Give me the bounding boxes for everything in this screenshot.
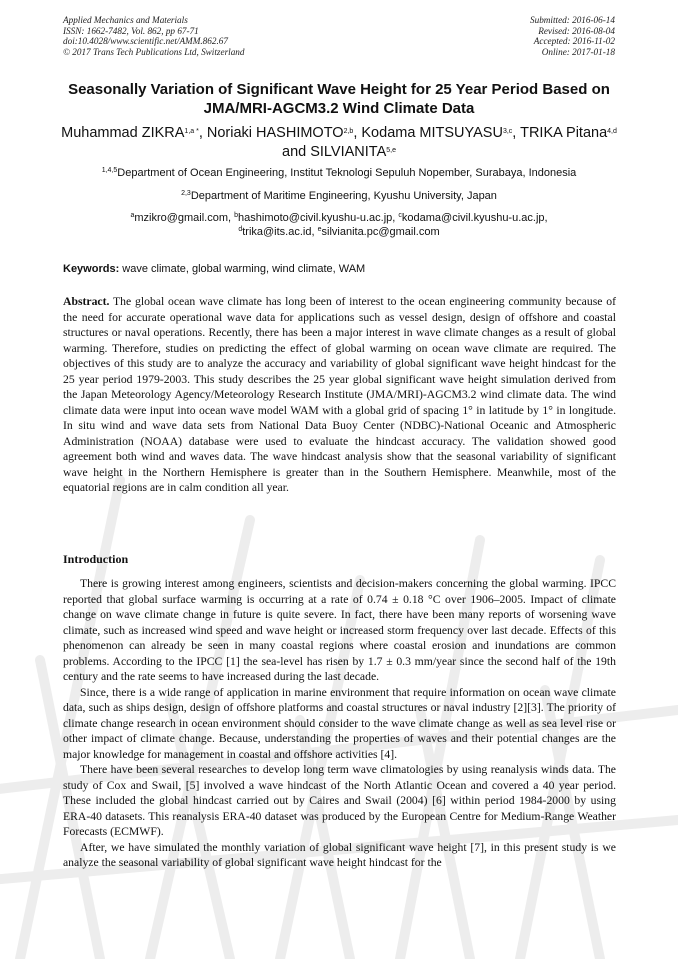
author-name: Noriaki HASHIMOTO	[206, 125, 344, 141]
email-sup: c	[398, 212, 402, 219]
email-link[interactable]: silvianita.pc@gmail.com	[321, 226, 440, 238]
email-link[interactable]: mzikro@gmail.com,	[134, 212, 235, 224]
author-sup: 5,e	[386, 147, 396, 154]
email-link[interactable]: hashimoto@civil.kyushu-u.ac.jp,	[238, 212, 399, 224]
paragraph: There have been several researches to develop long term wave climatologies by using reanalysis winds data. The study of Cox and Swail, [5] involved a wave hindcast of the North Atlantic Ocean and covered a 40 year period. These included the global hindcast carried out by Caires and Swail (2004) [6] within period 1984-2000 by using ERA-40 datasets. This reanalysis ERA-40 dataset was produced by the European Centre for Medium-Range Weather Forecasts (ECMWF).	[63, 763, 616, 838]
section-heading-introduction: Introduction	[63, 552, 129, 566]
doi: doi:10.4028/www.scientific.net/AMM.862.67	[63, 36, 228, 47]
abstract-text: The global ocean wave climate has long been of interest to the ocean engineering community because of the need for accurate operational wave data for applications such as vessel design, design of offshore and coastal structures or naval operations. Recently, there has been a major interest in wave climate changes as a result of global warming. Therefore, studies on predicting the effect of global warming on ocean wave climate are required. The objectives of this study are to analyze the accuracy and variability of global significant wave height hindcast for the 25 year period 1979-2003. This study describes the 25 year global significant wave height simulation derived from the Japan Meteorology Agency/Meteorology Research Institute (JMA/MRI)-AGCM3.2 wind climate data. The wind climate data were input into ocean wave model WAM with a global grid of spacing 1° in latitude by 1° in longitude. In situ wind and wave data sets from National Data Buoy Center (NDBC)-National Oceanic and Atmospheric Administration (NOAA) database were used to evaluate the hindcast accuracy. The validation showed good agreement both wind and waves data. The wave hindcast analysis show that the seasonal variability of significant wave height in the Northern Hemisphere is greater than in the Southern Hemisphere. Meanwhile, most of the equatorial regions are in calm condition all year.	[63, 295, 616, 494]
author-sep: ,	[512, 125, 521, 141]
author-name: TRIKA Pitana	[520, 125, 608, 141]
dates-info	[530, 15, 615, 57]
paragraph: There is growing interest among engineers, scientists and decision-makers concerning the global warming. IPCC reported that global surface warming is occurring at a rate of 0.74 ± 0.18 °C over 1906–2005. Impact of climate change on wave climate change in future is quite severe. In fact, there have been many reports of worsening wave climate, such as increased wind speed and wave height or increased storm frequency over last decade. Effects of this phenomenon can already be seen in many coastal regions where coastal erosion and inundations are common problems. According to the IPCC [1] the sea-level has risen by 1.7 ± 0.3 mm/year since the second half of the 19th century and the rate seems to have increased during the last decade.	[63, 577, 616, 683]
affiliation-2	[40, 189, 638, 203]
affiliation-text: Department of Maritime Engineering, Kyushu University, Japan	[190, 190, 497, 202]
journal-info	[63, 15, 244, 57]
keywords-label: Keywords:	[63, 263, 120, 275]
author-name: SILVIANITA	[310, 144, 387, 160]
author-sup: 4,d	[607, 128, 617, 135]
affiliation-text: Department of Ocean Engineering, Institut Teknologi Sepuluh Nopember, Surabaya, Indonesia	[117, 167, 577, 179]
email-link[interactable]: kodama@civil.kyushu-u.ac.jp,	[401, 212, 548, 224]
author-sep: and	[282, 144, 311, 160]
author-sup: 1,a *	[184, 128, 199, 135]
author-list	[55, 124, 623, 162]
paper-title: Seasonally Variation of Significant Wave Height for 25 Year Period Based on JMA/MRI-AGCM3.2 Wind Climate Data	[68, 81, 610, 117]
author-sep: ,	[353, 125, 362, 141]
email-sup: d	[238, 226, 243, 233]
author-sep: ,	[198, 125, 207, 141]
affiliation-sup: 2,3	[181, 190, 191, 197]
submitted-date: Submitted: 2016-06-14	[530, 15, 615, 25]
paragraph: After, we have simulated the monthly variation of global significant wave height [7], in this present study is we analyze the seasonal variability of global significant wave height hindcast for the	[63, 840, 616, 869]
online-date: Online: 2017-01-18	[541, 46, 615, 57]
issn: ISSN: 1662-7482, Vol. 862, pp 67-71	[63, 25, 199, 36]
paragraph: Since, there is a wide range of application in marine environment that require information on ocean wave climate data, such as ships design, design of offshore platforms and coastal structures or naval industry [2][3]. The priority of climate change research in ocean environment should consider to the wave climate change as well as sea level rise or other impact of climate change. Because, understanding the properties of waves and their potential changes are the major knowledge for management in coastal and offshore activities [4].	[63, 685, 616, 761]
email-sup: b	[234, 212, 239, 219]
email-sup: a	[130, 212, 135, 219]
email-sup: e	[317, 226, 322, 233]
introduction-body	[63, 576, 616, 871]
accepted-date: Accepted: 2016-11-02	[533, 36, 615, 47]
abstract	[63, 294, 616, 496]
abstract-label: Abstract.	[63, 295, 110, 308]
author-emails	[40, 211, 638, 239]
author-name: Kodama MITSUYASU	[361, 125, 503, 141]
email-link[interactable]: trika@its.ac.id,	[242, 226, 318, 238]
affiliation-1	[40, 166, 638, 180]
journal-name: Applied Mechanics and Materials	[63, 15, 188, 25]
author-name: Muhammad ZIKRA	[61, 125, 185, 141]
author-sup: 2,b	[343, 128, 354, 135]
copyright: © 2017 Trans Tech Publications Ltd, Switzerland	[63, 46, 245, 57]
keywords	[63, 262, 616, 276]
revised-date: Revised: 2016-08-04	[538, 25, 615, 36]
keywords-text: wave climate, global warming, wind climate, WAM	[119, 263, 366, 275]
author-sup: 3,c	[502, 128, 513, 135]
affiliation-sup: 1,4,5	[101, 167, 118, 174]
